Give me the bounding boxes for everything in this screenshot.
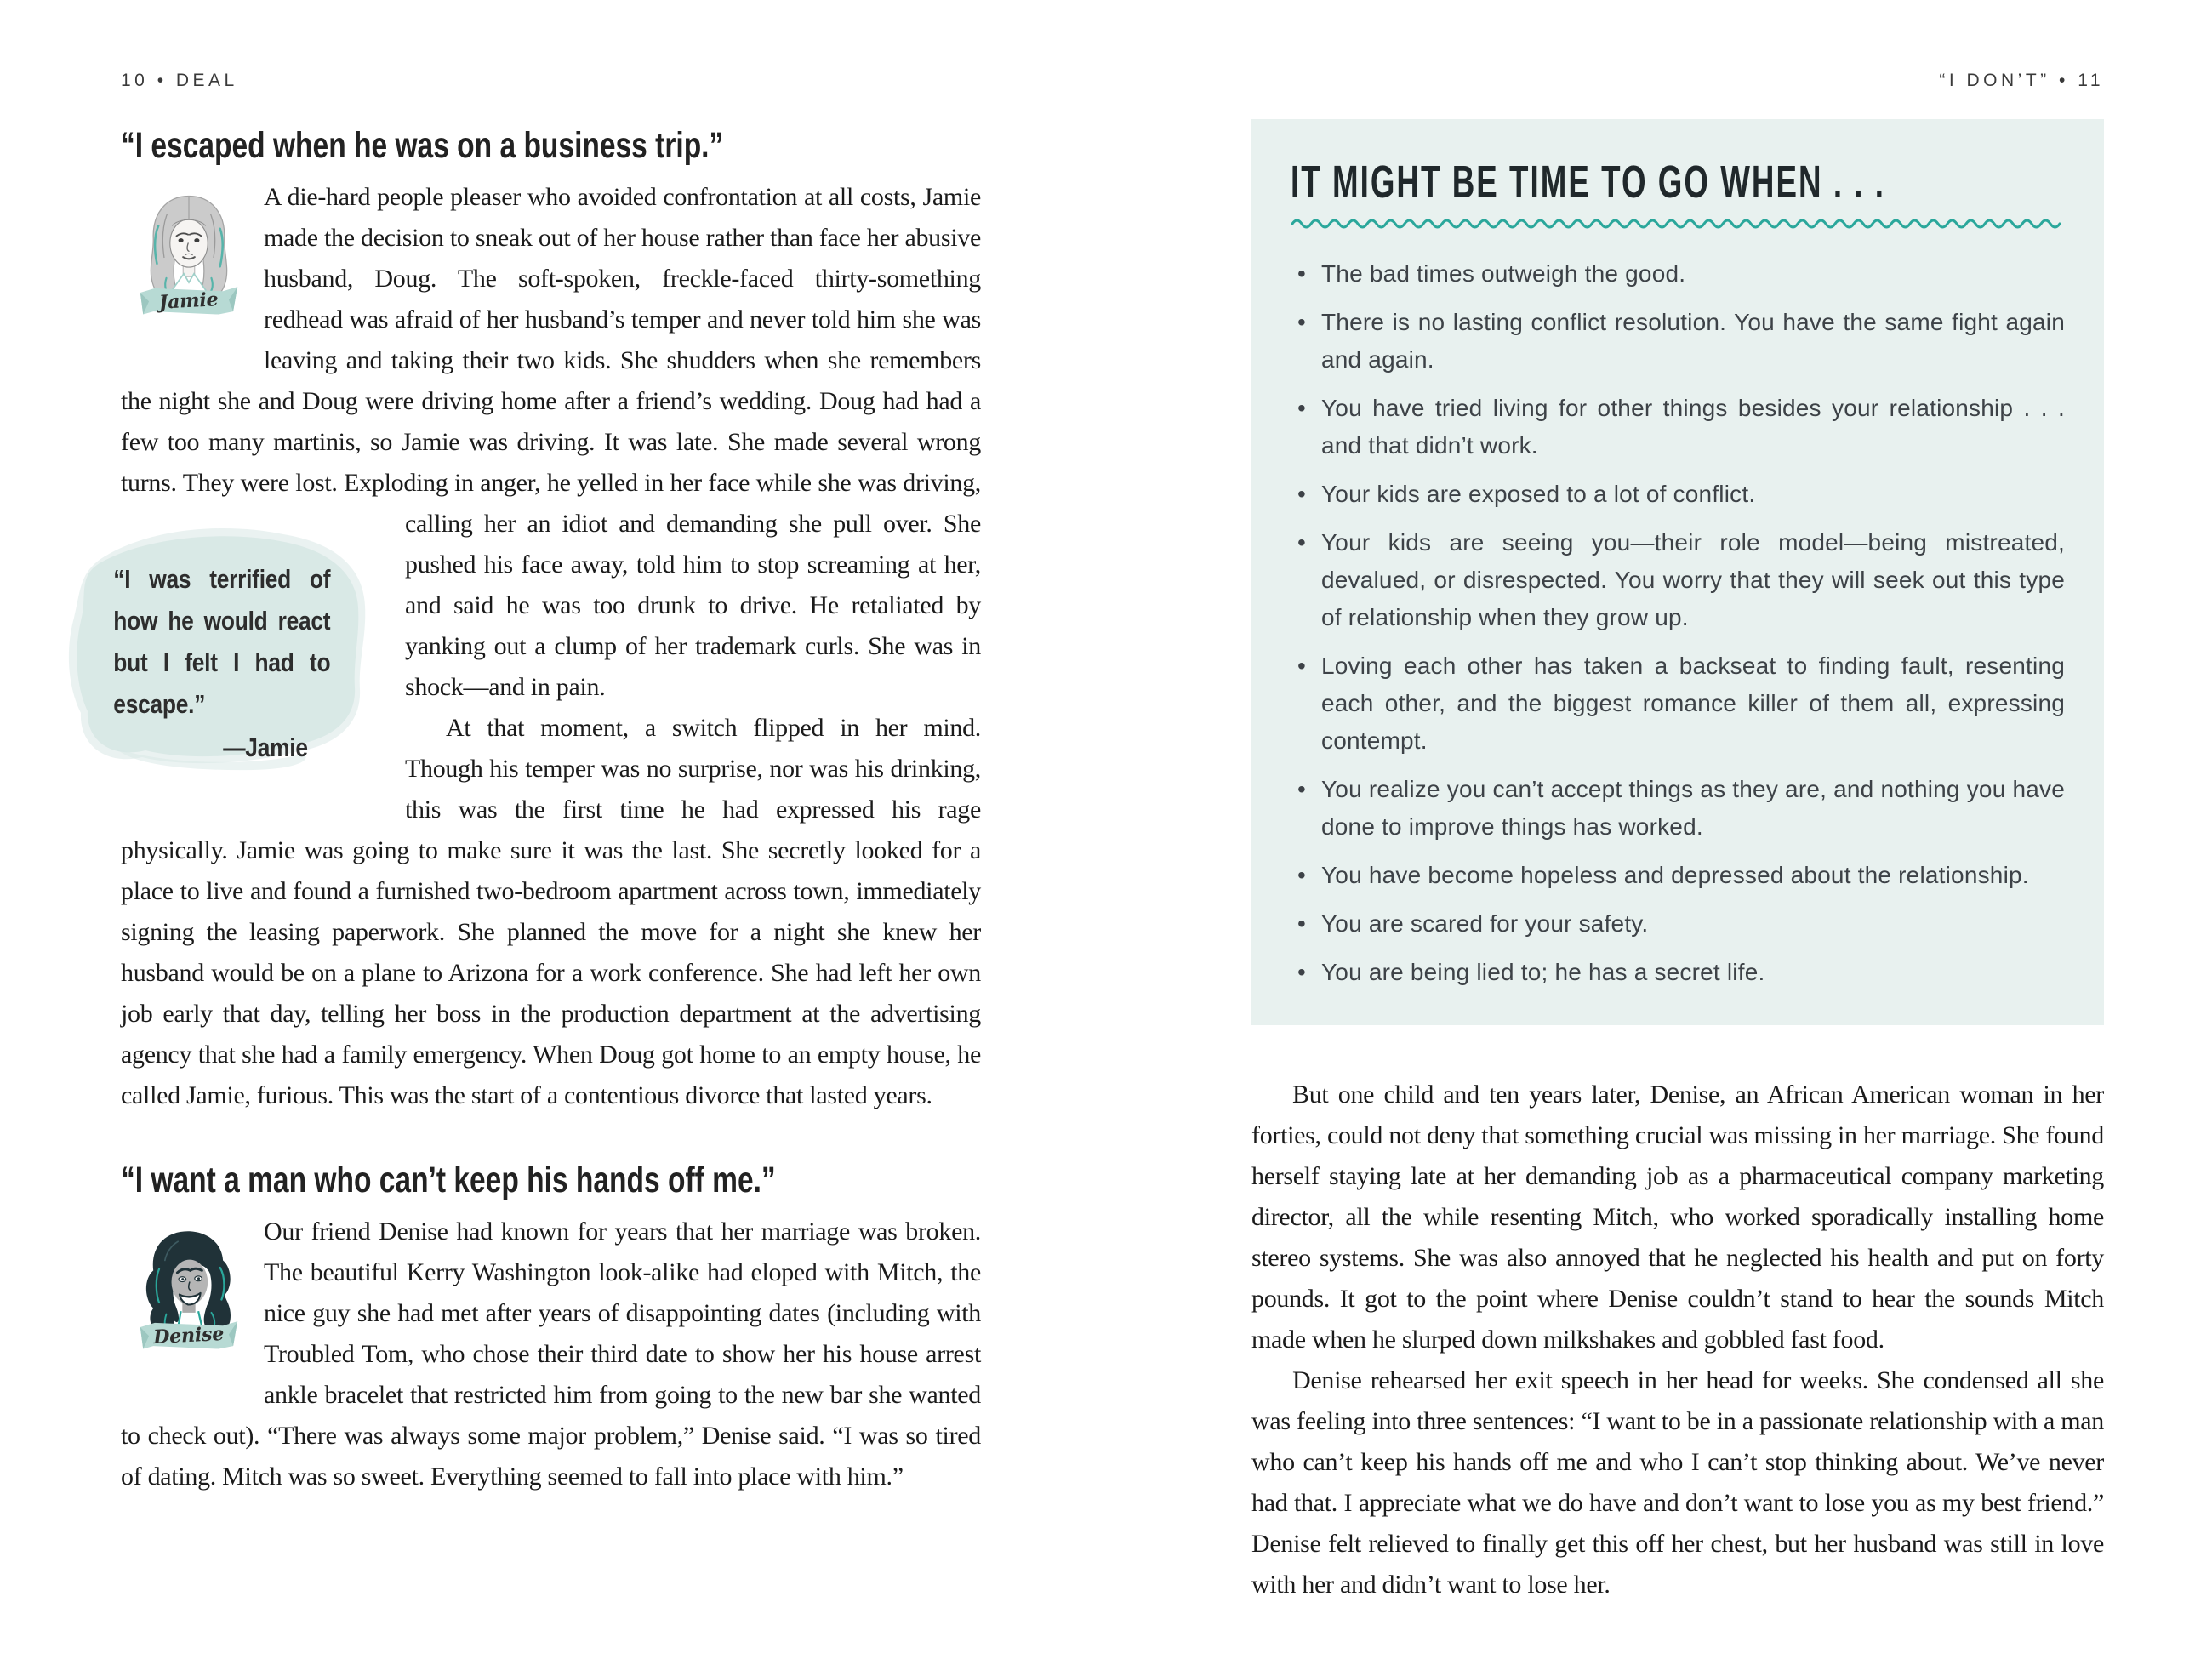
list-item: • You realize you can’t accept things as they are, and nothing you have done to improve things has worked. <box>1291 771 2065 846</box>
list-item: • Your kids are seeing you—their role model—being mistreated, devalued, or disrespected. You worry that they will seek out this type of relationship when they grow up. <box>1291 524 2065 636</box>
jamie-banner-name: Jamie <box>158 288 219 314</box>
callout-title <box>1291 157 2065 208</box>
paragraph1-text-after-quote: pushed his face away, told him to stop screaming at her, and said he was too drunk to drive. He retaliated by yanking out a clump of her trademark curls. She was in shock—and in pain. <box>405 550 981 701</box>
section2-heading <box>121 1159 981 1201</box>
section1-paragraph-2: At that moment, a switch flipped in her mind. Though his temper was no surprise, nor was his drinking, this was the first time he had expressed his rage physically. Jamie was going to make sure it was the last. She secretly looked for a place to live and found a furnished two-bedroom apartment across town, immediately signing the leasing paperwork. She planned the move for a night she knew her husband would be on a plane to Arizona for a work conference. She had left her own job early that day, telling her boss in the production department at the advertising agency that she had a family emergency. When Doug got home to an empty house, he called Jamie, furious. This was the start of a contentious divorce that lasted years. <box>121 714 981 1109</box>
list-item: • You have tried living for other things besides your relationship . . . and that didn’t work. <box>1291 390 2065 465</box>
left-page <box>113 70 981 1497</box>
section2-paragraph-text: Our friend Denise had known for years that her marriage was broken. The beautiful Kerry Washington look-alike had eloped with Mitch, the nice guy she had met after years of disappointing dates (including with Troubled Tom, who chose their third date to show her his house arrest ankle bracelet that restricted him from going to the new bar she wanted to check out). “There was always some major problem,” Denise said. “I was so tired of dating. Mitch was so sweet. Everything seemed to fall into place with him.” <box>121 1217 981 1491</box>
time-to-go-list <box>1291 255 2065 991</box>
section2-heading-text: “I want a man who can’t keep his hands off me.” <box>121 1160 776 1200</box>
callout-title-text: IT MIGHT BE TIME TO GO WHEN . . . <box>1291 157 1886 208</box>
list-item: • The bad times outweigh the good. <box>1291 255 2065 293</box>
section1-paragraph-1 <box>113 177 981 762</box>
time-to-go-callout-box <box>1251 119 2104 1025</box>
denise-banner-name: Denise <box>152 1322 225 1349</box>
list-item: • You are being lied to; he has a secret life. <box>1291 954 2065 991</box>
list-item: • There is no lasting conflict resolution. You have the same fight again and again. <box>1291 304 2065 379</box>
list-item: • You are scared for your safety. <box>1291 905 2065 943</box>
left-running-head: 10 • DEAL <box>121 71 238 90</box>
list-item: • You have become hopeless and depressed about the relationship. <box>1291 857 2065 894</box>
jamie-portrait-icon <box>134 182 243 334</box>
section2-paragraph-1 <box>121 1211 981 1497</box>
wavy-line-icon <box>1291 216 2065 231</box>
list-item: • Loving each other has taken a backseat to finding fault, resenting each other, and the biggest romance killer of them all, expressing contempt. <box>1291 647 2065 760</box>
wavy-divider <box>1291 216 2065 231</box>
paragraph1-text-before-quote: A die-hard people pleaser who avoided confrontation at all costs, Jamie made the decision to sneak out of her house rather than face her abusive husband, Doug. The soft-spoken, freckle-faced thirty-something redhead was afraid of her husband’s temper and never told him she was leaving and taking their two kids. She shudders when she remembers the night she and Doug were driving home after a friend’s wedding. Doug had had a few too many martinis, so Jamie was driving. It was late. She made several wrong turns. They were lost. Exploding in anger, he yelled in her face while she was driving, calling her an idiot and demanding she pull over. She <box>121 183 981 538</box>
section1-heading <box>121 124 981 167</box>
pullquote-block <box>57 519 377 771</box>
list-item: • Your kids are exposed to a lot of conflict. <box>1291 476 2065 513</box>
pullquote-attribution: —Jamie <box>223 733 308 762</box>
section1-heading-text: “I escaped when he was on a business trip.” <box>121 125 724 166</box>
denise-portrait-icon <box>134 1217 243 1368</box>
right-paragraph-2: Denise rehearsed her exit speech in her head for weeks. She condensed all she was feeling into three sentences: “I want to be in a passionate relationship with a man who can’t keep his hands off me and who I can’t stop thinking about. We’ve never had that. I appreciate what we do have and don’t want to lose you as my best friend.” Denise felt relieved to finally get this off her chest, but her husband was still in love with her and didn’t want to lose her. <box>1251 1366 2104 1599</box>
right-running-head: “I DON’T” • 11 <box>1939 71 2104 90</box>
right-page <box>1251 70 2104 1605</box>
denise-portrait-illustration <box>134 1217 243 1368</box>
right-paragraph-1: But one child and ten years later, Denise, an African American woman in her forties, could not deny that something crucial was missing in her marriage. She found herself staying late at her demanding job as a pharmaceutical company marketing director, all the while resenting Mitch, who worked sporadically installing home stereo systems. She was also annoyed that he neglected his health and put on forty pounds. It got to the point where Denise couldn’t stand to hear the sounds Mitch made when he slurped down milkshakes and gobbled fast food. <box>1251 1080 2104 1354</box>
jamie-portrait-illustration <box>134 182 243 334</box>
pullquote-text: “I was terrified of how he would react but I felt I had to escape.” <box>113 564 331 719</box>
